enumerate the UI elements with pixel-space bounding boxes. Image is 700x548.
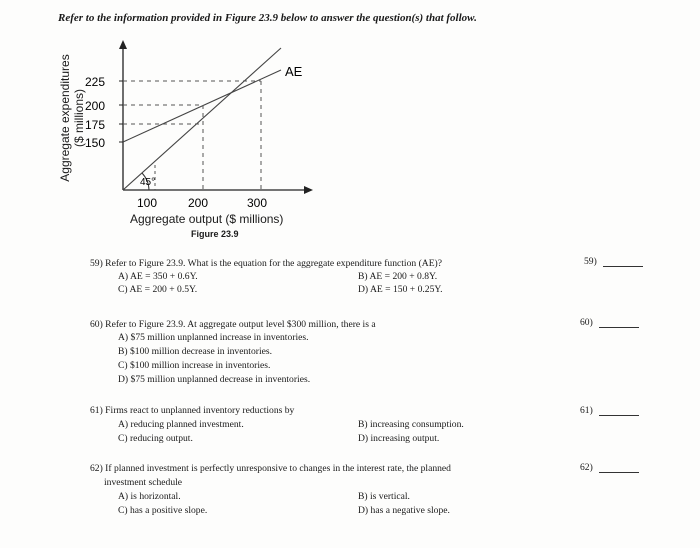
y-tick-label-225: 225: [85, 75, 106, 89]
x-tick-label-300: 300: [247, 196, 268, 210]
answer-blank-62-label: 62): [580, 462, 593, 473]
y-axis-arrow: [119, 40, 127, 49]
answer-blank-60[interactable]: [580, 317, 639, 328]
question-59-option-b: B) AE = 200 + 0.8Y.: [358, 271, 438, 282]
question-59-stem: 59) Refer to Figure 23.9. What is the equation for the aggregate expenditure function (AE)?: [90, 258, 443, 269]
question-59-option-d: D) AE = 150 + 0.25Y.: [358, 284, 443, 295]
answer-blank-62[interactable]: [580, 462, 639, 473]
question-59-option-c: C) AE = 200 + 0.5Y.: [118, 284, 198, 295]
x-tick-label-100: 100: [137, 196, 158, 210]
answer-blank-61[interactable]: [580, 405, 639, 416]
x-axis-arrow: [304, 186, 313, 194]
y-tick-label-150: 150: [85, 136, 106, 150]
x-axis-label: Aggregate output ($ millions): [130, 212, 284, 226]
question-62-option-c: C) has a positive slope.: [118, 505, 208, 516]
question-60-option-a: A) $75 million unplanned increase in inventories.: [118, 332, 309, 343]
answer-line-59[interactable]: [603, 257, 643, 267]
figure-caption: Figure 23.9: [191, 229, 239, 239]
y-axis-label-line1: Aggregate expenditures: [58, 54, 72, 182]
x-tick-label-200: 200: [188, 196, 209, 210]
question-60-stem: 60) Refer to Figure 23.9. At aggregate output level $300 million, there is a: [90, 319, 376, 330]
question-62-option-b: B) is vertical.: [358, 491, 410, 502]
y-tick-label-200: 200: [85, 99, 106, 113]
answer-blank-61-label: 61): [580, 405, 593, 416]
question-60-option-c: C) $100 million increase in inventories.: [118, 360, 271, 371]
answer-line-62[interactable]: [599, 463, 639, 473]
question-62-stem: 62) If planned investment is perfectly unresponsive to changes in the interest rate, the planned: [90, 463, 451, 474]
ae-figure: [85, 40, 315, 215]
question-59-option-a: A) AE = 350 + 0.6Y.: [118, 271, 198, 282]
angle-label: 45°: [140, 177, 156, 188]
question-61-option-b: B) increasing consumption.: [358, 419, 464, 430]
answer-blank-59[interactable]: [584, 256, 643, 267]
forty-five-degree-line: [123, 48, 281, 190]
question-60-option-d: D) $75 million unplanned decrease in inventories.: [118, 374, 311, 385]
y-tick-label-175: 175: [85, 118, 106, 132]
ae-line: [123, 70, 281, 142]
question-62-option-a: A) is horizontal.: [118, 491, 181, 502]
answer-line-61[interactable]: [599, 406, 639, 416]
answer-line-60[interactable]: [599, 318, 639, 328]
question-61-option-c: C) reducing output.: [118, 433, 193, 444]
ae-line-label: AE: [285, 64, 303, 79]
answer-blank-60-label: 60): [580, 317, 593, 328]
answer-blank-59-label: 59): [584, 256, 597, 267]
question-61-stem: 61) Firms react to unplanned inventory reductions by: [90, 405, 295, 416]
question-61-option-a: A) reducing planned investment.: [118, 419, 244, 430]
instruction-text: Refer to the information provided in Figure 23.9 below to answer the question(s) that follow.: [58, 12, 477, 24]
question-62-option-d: D) has a negative slope.: [358, 505, 450, 516]
question-60-option-b: B) $100 million decrease in inventories.: [118, 346, 272, 357]
question-62-stem-continued: investment schedule: [104, 477, 183, 488]
question-61-option-d: D) increasing output.: [358, 433, 440, 444]
y-axis-label-line2: ($ millions): [72, 89, 86, 148]
